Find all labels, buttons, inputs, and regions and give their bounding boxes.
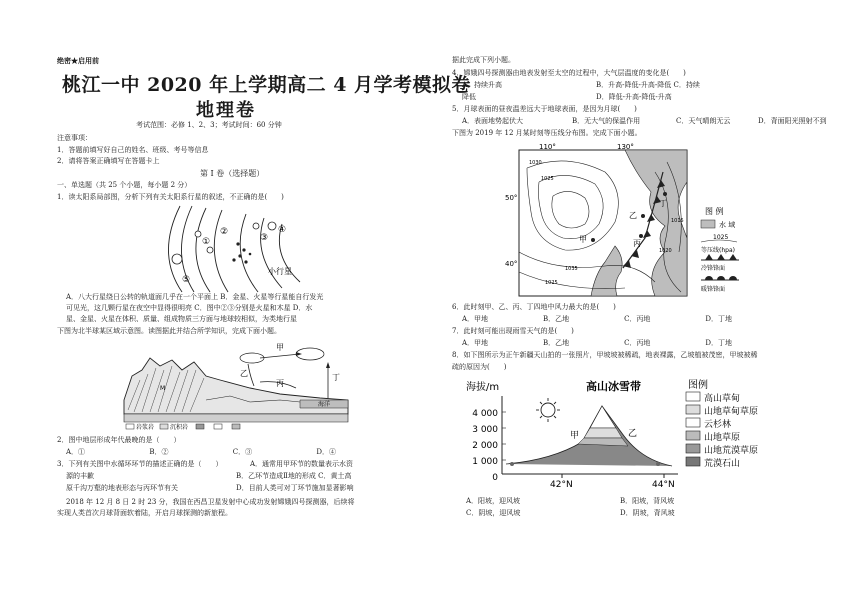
q4-option-d[interactable]: D．降低-升高-降低-升高 [596, 93, 672, 101]
note-item: 1．答题前填写好自己的姓名、班级、考号等信息 [57, 146, 209, 154]
process-label: 丁 [332, 373, 340, 382]
isobar-value: 1030 [529, 160, 542, 166]
q1-option-line: A．八大行星绕日公转的轨道面几乎在一个平面上 B．金星、火星等行星能自行发光 [66, 293, 324, 301]
y-tick: 3 000 [472, 425, 498, 435]
passage-line: 2018 年 12 月 8 日 2 时 23 分，我国在西昌卫星发射中心成功发射嫦娥四号探测器，后续将 [66, 498, 355, 506]
point-label: 丁 [659, 199, 667, 208]
q1-option-line: 可见光，这几颗行星在夜空中显得很明亮 C．图中②③分别是火星和木星 D．水 [66, 304, 313, 312]
map-intro: 下图为 2019 年 12 月某时刻等压线分布图。完成下面小题。 [452, 129, 642, 137]
option-d[interactable]: D．丁地 [705, 315, 732, 323]
planet-label: ⑤ [182, 275, 191, 285]
lon-label: 130° [617, 143, 634, 151]
legend-text: 岩浆岩 [136, 424, 155, 430]
mountain-figure [462, 376, 762, 488]
section-title: 第 I 卷（选择题） [200, 169, 265, 178]
solar-system-figure [160, 204, 310, 294]
q3-stem: 3．下列有关图中水循环环节的描述正确的是（ ） [57, 460, 223, 468]
point-label: 丙 [633, 239, 641, 248]
option-b[interactable]: B．② [149, 448, 169, 456]
passage-line: 实现人类首次月球背面软着陆，开启月球探测的新旅程。 [57, 509, 232, 517]
q4-option-b[interactable]: B．升高-降低-升高-降低 C．持续 [596, 81, 700, 89]
process-label: 乙 [240, 369, 248, 378]
x-tick: 44°N [652, 480, 675, 488]
legend-title: 图 例 [705, 207, 724, 216]
q7-stem: 7．此时刻可能出现雨雪天气的是( ) [452, 327, 574, 335]
slope-label: 甲 [570, 431, 580, 441]
q8-option-c[interactable]: C．阴坡，迎风坡 [466, 509, 521, 517]
planet-label: ③ [260, 233, 269, 243]
option-a[interactable]: A．甲地 [462, 315, 489, 323]
y-tick: 0 [492, 473, 498, 483]
option-c[interactable]: C．③ [232, 448, 253, 456]
process-label: 甲 [276, 343, 284, 352]
legend-text: 水 域 [719, 221, 736, 229]
legend-title: 图例 [688, 380, 708, 391]
isobar-value: 1035 [565, 266, 578, 272]
legend-text: 山地草甸草原 [704, 407, 759, 417]
q6-options [462, 315, 732, 324]
q5-option-a[interactable]: A．表面地势起伏大 [462, 117, 524, 125]
lat-label: 50° [505, 194, 518, 202]
legend-text: 云杉林 [704, 420, 732, 430]
isobar-map [505, 142, 775, 300]
fig2-intro: 下图为北半球某区域示意图。读图据此并结合所学知识，完成下面小题。 [57, 327, 281, 335]
q1-stem: 1．读太阳系局部图，分析下列有关太阳系行星的叙述，不正确的是( ) [57, 193, 284, 201]
q4-stem: 4．嫦娥四号探测器由地表发射至太空的过程中，大气层温度的变化是( ) [452, 69, 686, 77]
q4-option-a[interactable]: A．持续升高 [462, 81, 503, 89]
planet-label: ① [202, 237, 211, 247]
legend-text: 冷锋锋面 [701, 265, 726, 272]
exam-subtitle: 地理卷 [196, 100, 256, 121]
passage-cont: 据此完成下列小题。 [452, 56, 515, 64]
q8-option-d[interactable]: D．阴坡，背风坡 [620, 509, 675, 517]
q3-line: D．目前人类可对丁环节施加显著影响 [236, 484, 354, 492]
option-b[interactable]: B．乙地 [542, 339, 570, 347]
exam-scope: 考试范围：必修 1、2、3；考试时间：60 分钟 [136, 121, 282, 129]
legend-text: 暖锋锋面 [701, 286, 726, 293]
part-title: 一、单选题（共 25 个小题，每小题 2 分） [57, 181, 192, 189]
isobar-value: 1015 [671, 218, 684, 224]
q5-option-b[interactable]: B．无大气的保温作用 [572, 117, 641, 125]
option-d[interactable]: D．丁地 [705, 339, 732, 347]
q4-option-c-cont: 降低 [462, 93, 476, 101]
q8-stem: 8．如下图所示为正午新疆天山拍的一张照片，甲坡坡被稀疏，地表裸露，乙坡植被茂密，甲坡被稀 [452, 351, 758, 359]
q3-option-a[interactable]: A．通常用甲环节的数量表示水资 [250, 460, 354, 468]
asteroid-label: 小行星 [268, 267, 292, 276]
isobar-value: 1020 [659, 248, 672, 254]
strata-label: M [160, 385, 166, 392]
option-b[interactable]: B．乙地 [542, 315, 570, 323]
isobar-value: 1025 [545, 280, 558, 286]
planet-label: ② [220, 227, 229, 237]
y-tick: 1 000 [472, 457, 498, 467]
q5-option-c[interactable]: C．天气晴朗无云 [676, 117, 731, 125]
legend-text: 1025 [713, 234, 729, 241]
notes-heading: 注意事项： [57, 134, 92, 142]
q3-line: 源的丰歉 [66, 472, 94, 480]
y-tick: 2 000 [472, 441, 498, 451]
q2-options [66, 448, 336, 457]
y-axis-label: 海拔/m [466, 382, 500, 393]
ocean-label: 海洋 [318, 401, 331, 408]
q6-stem: 6．此时刻甲、乙、丙、丁四地中风力最大的是( ) [452, 303, 616, 311]
q8-option-b[interactable]: B．阳坡，背风坡 [620, 497, 675, 505]
q3-line: 原千沟万壑的地表形态与丙环节有关 [66, 484, 178, 492]
lon-label: 110° [539, 143, 556, 151]
option-c[interactable]: C．丙地 [624, 339, 651, 347]
legend-text: 荒漠石山 [704, 459, 741, 469]
q5-stem: 5．月球表面的昼夜温差远大于地球表面，是因为月球( ) [452, 105, 637, 113]
planet-label: ④ [278, 225, 287, 235]
slope-label: 乙 [628, 429, 638, 439]
legend-text: 等压线(hpa) [701, 247, 735, 254]
note-item: 2．请将答案正确填写在答题卡上 [57, 157, 160, 165]
y-tick: 4 000 [472, 409, 498, 419]
point-label: 乙 [629, 211, 637, 220]
legend-text: 高山草甸 [704, 394, 741, 404]
option-d[interactable]: D．④ [316, 448, 336, 456]
lat-label: 40° [505, 260, 518, 268]
legend-text: 山地荒漠草原 [704, 446, 759, 456]
option-c[interactable]: C．丙地 [624, 315, 651, 323]
secret-label: 绝密★启用前 [57, 56, 99, 65]
q8-stem-cont: 疏的原因为( ) [452, 363, 507, 371]
q1-option-line: 星、金星、火星在体积、质量、组成物质三方面与地球较相似，为类地行星 [66, 315, 297, 323]
option-a[interactable]: A．① [66, 448, 86, 456]
point-label: 甲 [579, 235, 587, 244]
x-tick: 42°N [550, 480, 573, 488]
figure-title: 高山冰雪带 [586, 380, 641, 393]
q2-stem: 2．图中地层形成年代最晚的是（ ） [57, 436, 181, 444]
process-label: 丙 [276, 379, 284, 388]
q5-option-d[interactable]: D．背面阳光照射不到 [758, 117, 827, 125]
q7-options [462, 339, 732, 348]
q3-line: B．乙环节造成Ⅱ地的形成 C．黄土高 [236, 472, 352, 480]
q8-option-a[interactable]: A．阳坡，迎风坡 [466, 497, 521, 505]
option-a[interactable]: A．甲地 [462, 339, 489, 347]
geology-figure [120, 340, 350, 430]
legend-text: 山地草原 [704, 433, 741, 443]
exam-title: 桃江一中 2020 年上学期高二 4 月学考模拟卷 [62, 74, 472, 96]
isobar-value: 1025 [541, 176, 554, 182]
legend-text: 沉积岩 [170, 424, 189, 430]
